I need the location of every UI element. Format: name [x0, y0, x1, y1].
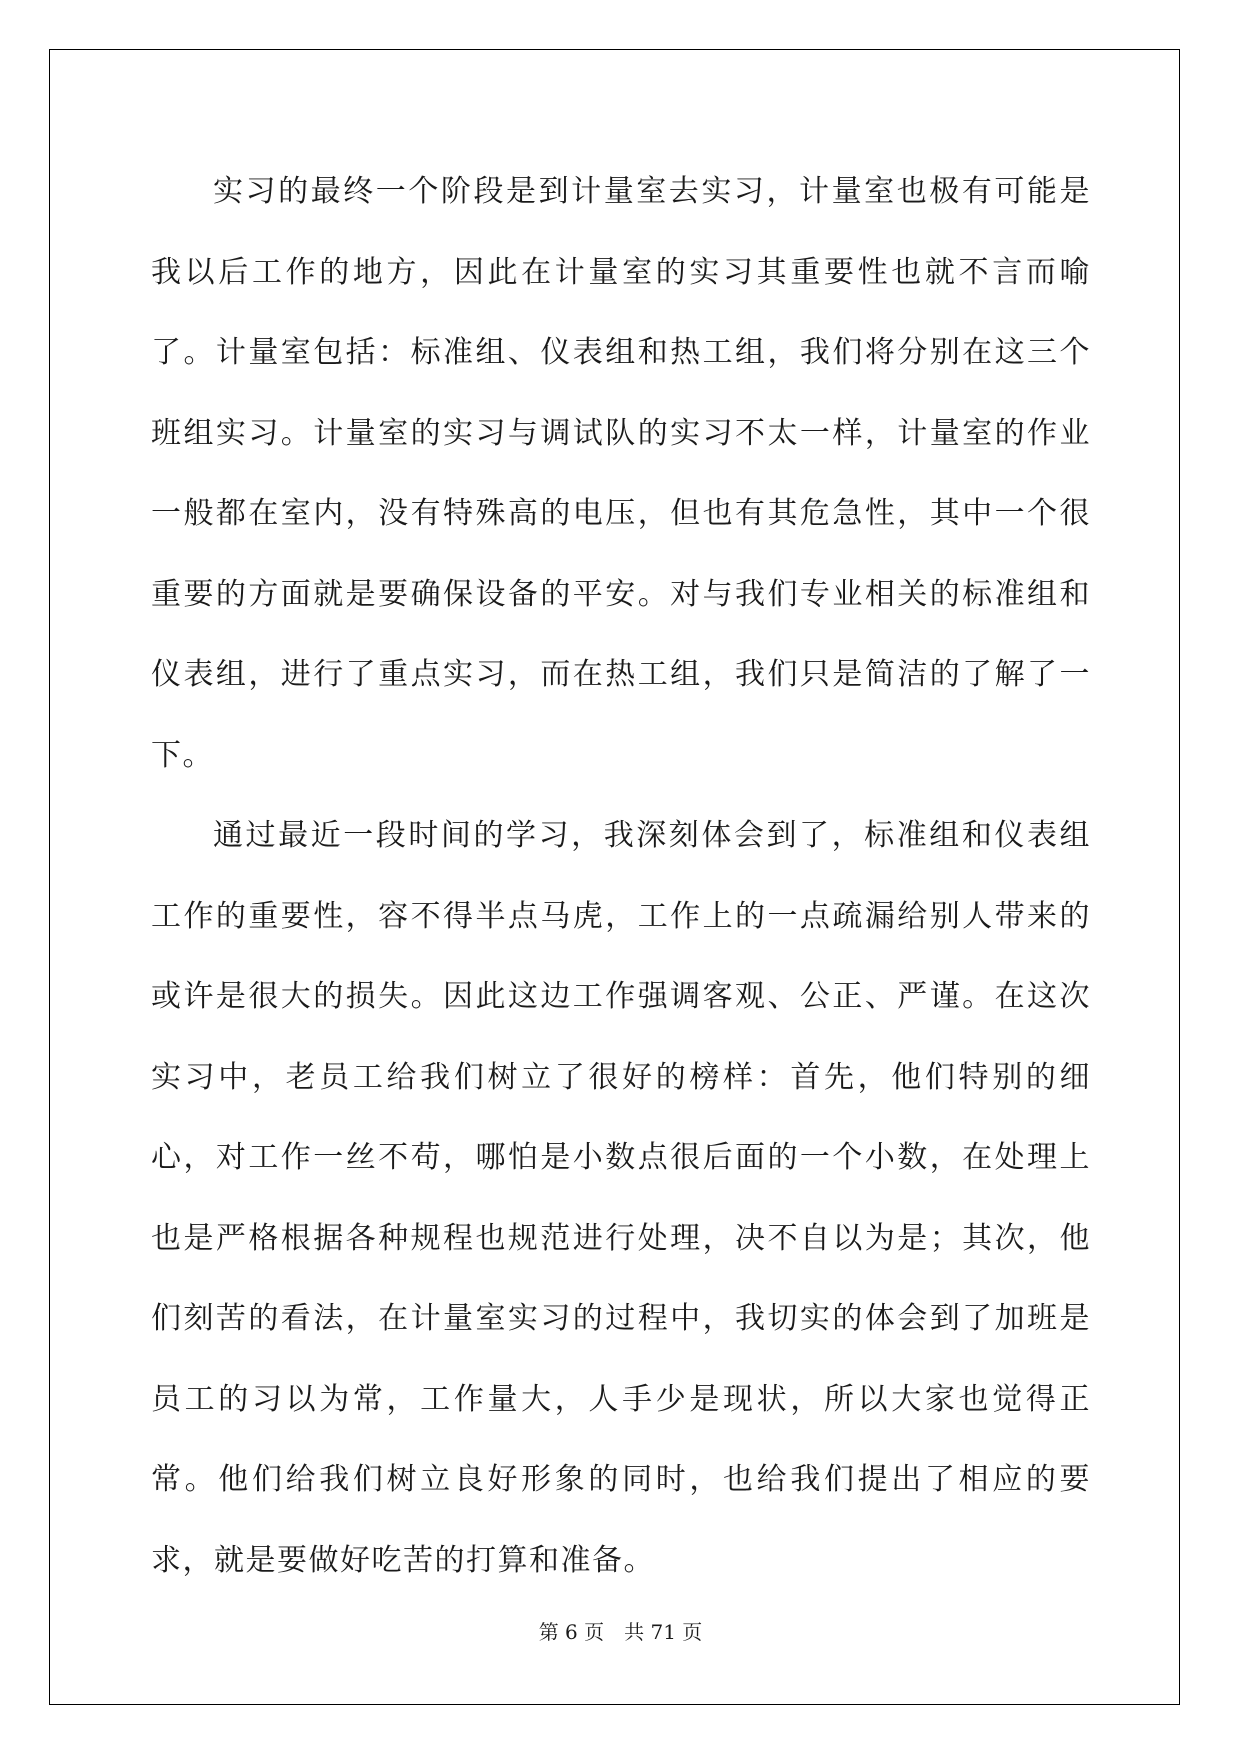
- document-body: [151, 152, 1091, 1601]
- paragraph: 通过最近一段时间的学习，我深刻体会到了，标准组和仪表组工作的重要性，容不得半点马虎，工作上的一点疏漏给别人带来的或许是很大的损失。因此这边工作强调客观、公正、严谨。在这次实习中，老员工给我们树立了很好的榜样：首先，他们特别的细心，对工作一丝不苟，哪怕是小数点很后面的一个小数，在处理上也是严格根据各种规程也规范进行处理，决不自以为是；其次，他们刻苦的看法，在计量室实习的过程中，我切实的体会到了加班是员工的习以为常，工作量大，人手少是现状，所以大家也觉得正常。他们给我们树立良好形象的同时，也给我们提出了相应的要求，就是要做好吃苦的打算和准备。: [151, 818, 1091, 1578]
- page-number: 第 6 页 共 71 页: [538, 1620, 703, 1644]
- paragraph: 实习的最终一个阶段是到计量室去实习，计量室也极有可能是我以后工作的地方，因此在计量室的实习其重要性也就不言而喻了。计量室包括：标准组、仪表组和热工组，我们将分别在这三个班组实习。计量室的实习与调试队的实习不太一样，计量室的作业一般都在室内，没有特殊高的电压，但也有其危急性，其中一个很重要的方面就是要确保设备的平安。对与我们专业相关的标准组和仪表组，进行了重点实习，而在热工组，我们只是简洁的了解了一下。: [151, 174, 1091, 773]
